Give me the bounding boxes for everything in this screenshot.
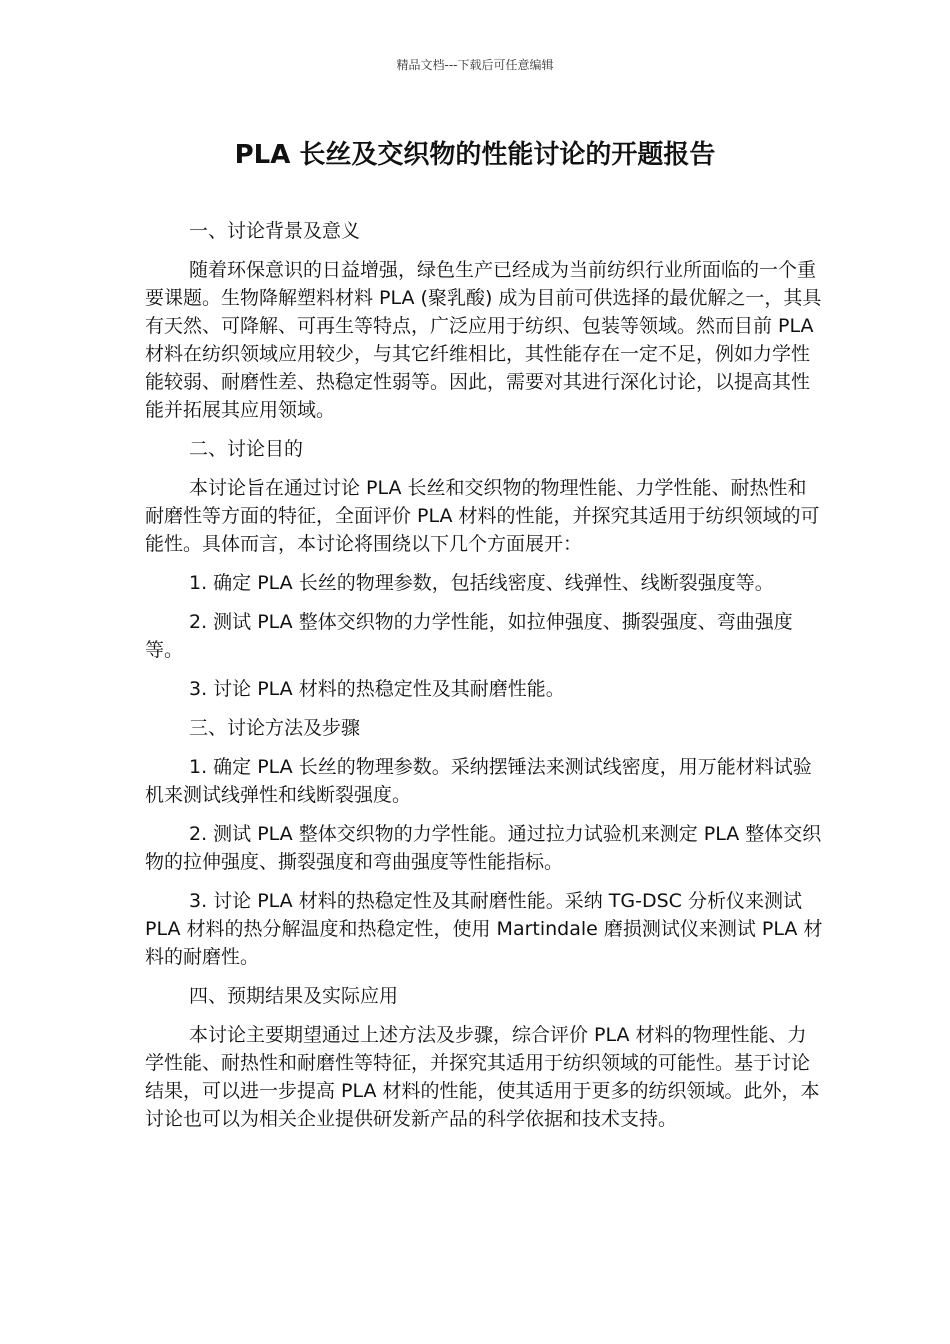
list-item-purpose-2: 2. 测试 PLA 整体交织物的力学性能，如拉伸强度、撕裂强度、弯曲强度等。 <box>145 611 793 661</box>
list-item-purpose-3: 3. 讨论 PLA 材料的热稳定性及其耐磨性能。 <box>189 678 565 700</box>
section-heading-results: 四、预期结果及实际应用 <box>189 985 399 1007</box>
list-item-method-3: 3. 讨论 PLA 材料的热稳定性及其耐磨性能。采纳 TG-DSC 分析仪来测试 PLA 材料的热分解温度和热稳定性，使用 Martindale 磨损测试仪来测试 PLA 材料的耐磨性。 <box>145 890 823 968</box>
document-body <box>145 217 825 1144</box>
list-item-method-1: 1. 确定 PLA 长丝的物理参数。采纳摆锤法来测试线密度，用万能材料试验机来测试线弹性和线断裂强度。 <box>145 756 812 806</box>
section-heading-methods: 三、讨论方法及步骤 <box>189 717 361 739</box>
paragraph-results: 本讨论主要期望通过上述方法及步骤，综合评价 PLA 材料的物理性能、力学性能、耐热性和耐磨性等特征，并探究其适用于纺织领域的可能性。基于讨论结果，可以进一步提高 PLA 材料的性能，使其适用于更多的纺织领域。此外，本讨论也可以为相关企业提供研发新产品的科学依据和技术支持。 <box>145 1024 820 1130</box>
document-title: PLA 长丝及交织物的性能讨论的开题报告 <box>234 140 716 170</box>
list-item-purpose-1: 1. 确定 PLA 长丝的物理参数，包括线密度、线弹性、线断裂强度等。 <box>189 572 774 594</box>
section-heading-background: 一、讨论背景及意义 <box>189 220 361 242</box>
section-heading-purpose: 二、讨论目的 <box>189 438 304 460</box>
header-note: 精品文档---下载后可任意编辑 <box>396 58 554 72</box>
paragraph-background: 随着环保意识的日益增强，绿色生产已经成为当前纺织行业所面临的一个重要课题。生物降解塑料材料 PLA (聚乳酸) 成为目前可供选择的最优解之一，其具有天然、可降解、可再生等特点，广泛应用于纺织、包装等领域。然而目前 PLA 材料在纺织领域应用较少，与其它纤维相比，其性能存在一定不足，例如力学性能较弱、耐磨性差、热稳定性弱等。因此，需要对其进行深化讨论，以提高其性能并拓展其应用领域。 <box>145 259 822 421</box>
paragraph-purpose: 本讨论旨在通过讨论 PLA 长丝和交织物的物理性能、力学性能、耐热性和耐磨性等方面的特征，全面评价 PLA 材料的性能，并探究其适用于纺织领域的可能性。具体而言，本讨论将围绕以下几个方面展开： <box>145 477 820 555</box>
list-item-method-2: 2. 测试 PLA 整体交织物的力学性能。通过拉力试验机来测定 PLA 整体交织物的拉伸强度、撕裂强度和弯曲强度等性能指标。 <box>145 823 822 873</box>
